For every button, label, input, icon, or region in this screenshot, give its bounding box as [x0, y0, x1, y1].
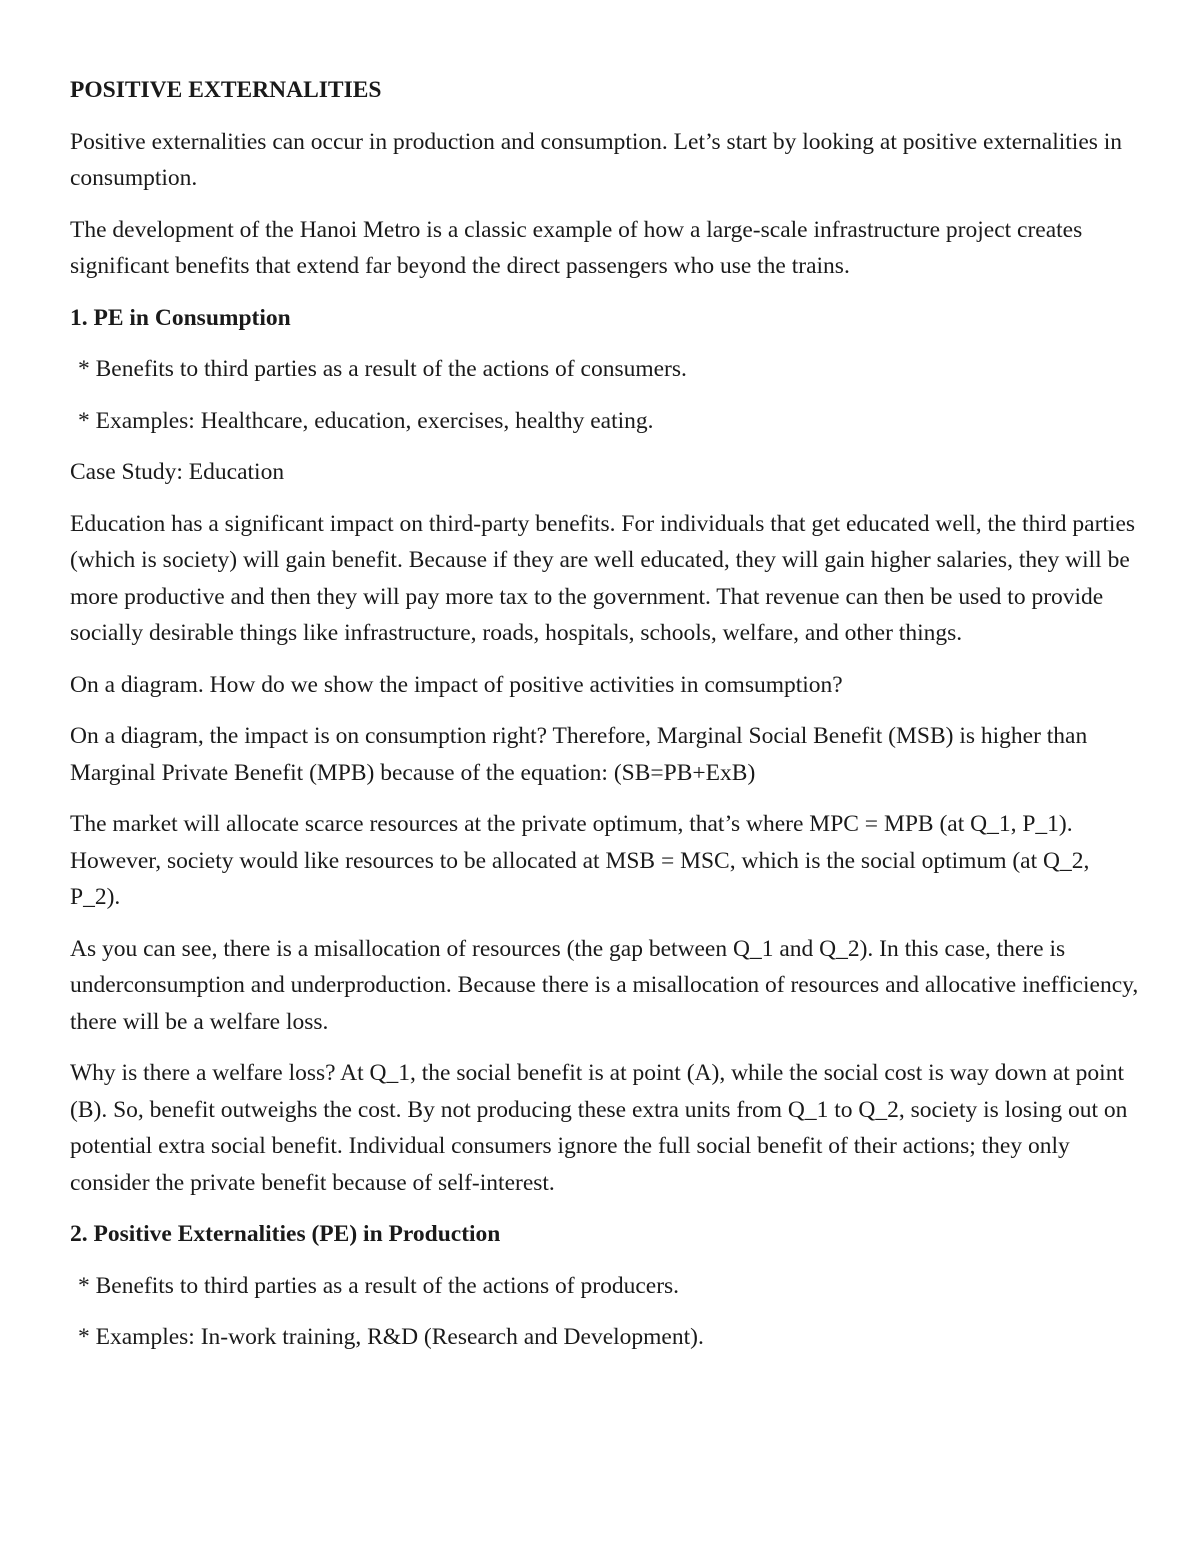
- section-1-bullet-benefits: * Benefits to third parties as a result of the actions of consumers.: [78, 356, 687, 382]
- diagram-answer-paragraph: On a diagram, the impact is on consumption right? Therefore, Marginal Social Benefit (MSB) is higher than Marginal Private Benefit (MPB) because of the equation: (SB=PB+ExB): [70, 723, 1088, 786]
- metro-paragraph: The development of the Hanoi Metro is a classic example of how a large-scale infrastructure project creates significant benefits that extend far beyond the direct passengers who use the trains.: [70, 216, 1083, 279]
- education-paragraph: Education has a significant impact on third-party benefits. For individuals that get educated well, the third parties (which is society) will gain benefit. Because if they are well educated, they will gain higher salaries, they will be more productive and then they will pay more tax to the government. That revenue can then be used to provide socially desirable things like infrastructure, roads, hospitals, schools, welfare, and other things.: [70, 510, 1136, 646]
- diagram-question-paragraph: On a diagram. How do we show the impact of positive activities in comsumption?: [70, 671, 843, 698]
- misallocation-paragraph: As you can see, there is a misallocation of resources (the gap between Q_1 and Q_2). In this case, there is underconsumption and underproduction. Because there is a misallocation of resources and allocative inefficiency, there will be a welfare loss.: [70, 935, 1139, 1035]
- document-title: POSITIVE EXTERNALITIES: [70, 77, 382, 103]
- welfare-loss-paragraph: Why is there a welfare loss? At Q_1, the social benefit is at point (A), while the social cost is way down at point (B). So, benefit outweighs the cost. By not producing these extra units from Q_1 to Q_2, society is losing out on potential extra social benefit. Individual consumers ignore the full social benefit of their actions; they only consider the private benefit because of self-interest.: [70, 1060, 1128, 1196]
- section-2-bullet-benefits: * Benefits to third parties as a result of the actions of producers.: [78, 1272, 680, 1299]
- section-1-bullet-examples: * Examples: Healthcare, education, exercises, healthy eating.: [78, 407, 654, 434]
- section-2-heading: 2. Positive Externalities (PE) in Production: [70, 1221, 501, 1247]
- section-1-heading: 1. PE in Consumption: [70, 304, 291, 331]
- intro-paragraph: Positive externalities can occur in production and consumption. Let’s start by looking at positive externalities in consumption.: [70, 128, 1123, 191]
- market-paragraph: The market will allocate scarce resources at the private optimum, that’s where MPC = MPB (at Q_1, P_1). However, society would like resources to be allocated at MSB = MSC, which is the social optimum (at Q_2, P_2).: [70, 811, 1090, 910]
- section-2-bullet-examples: * Examples: In-work training, R&D (Research and Development).: [78, 1324, 704, 1350]
- case-study-label: Case Study: Education: [70, 459, 285, 485]
